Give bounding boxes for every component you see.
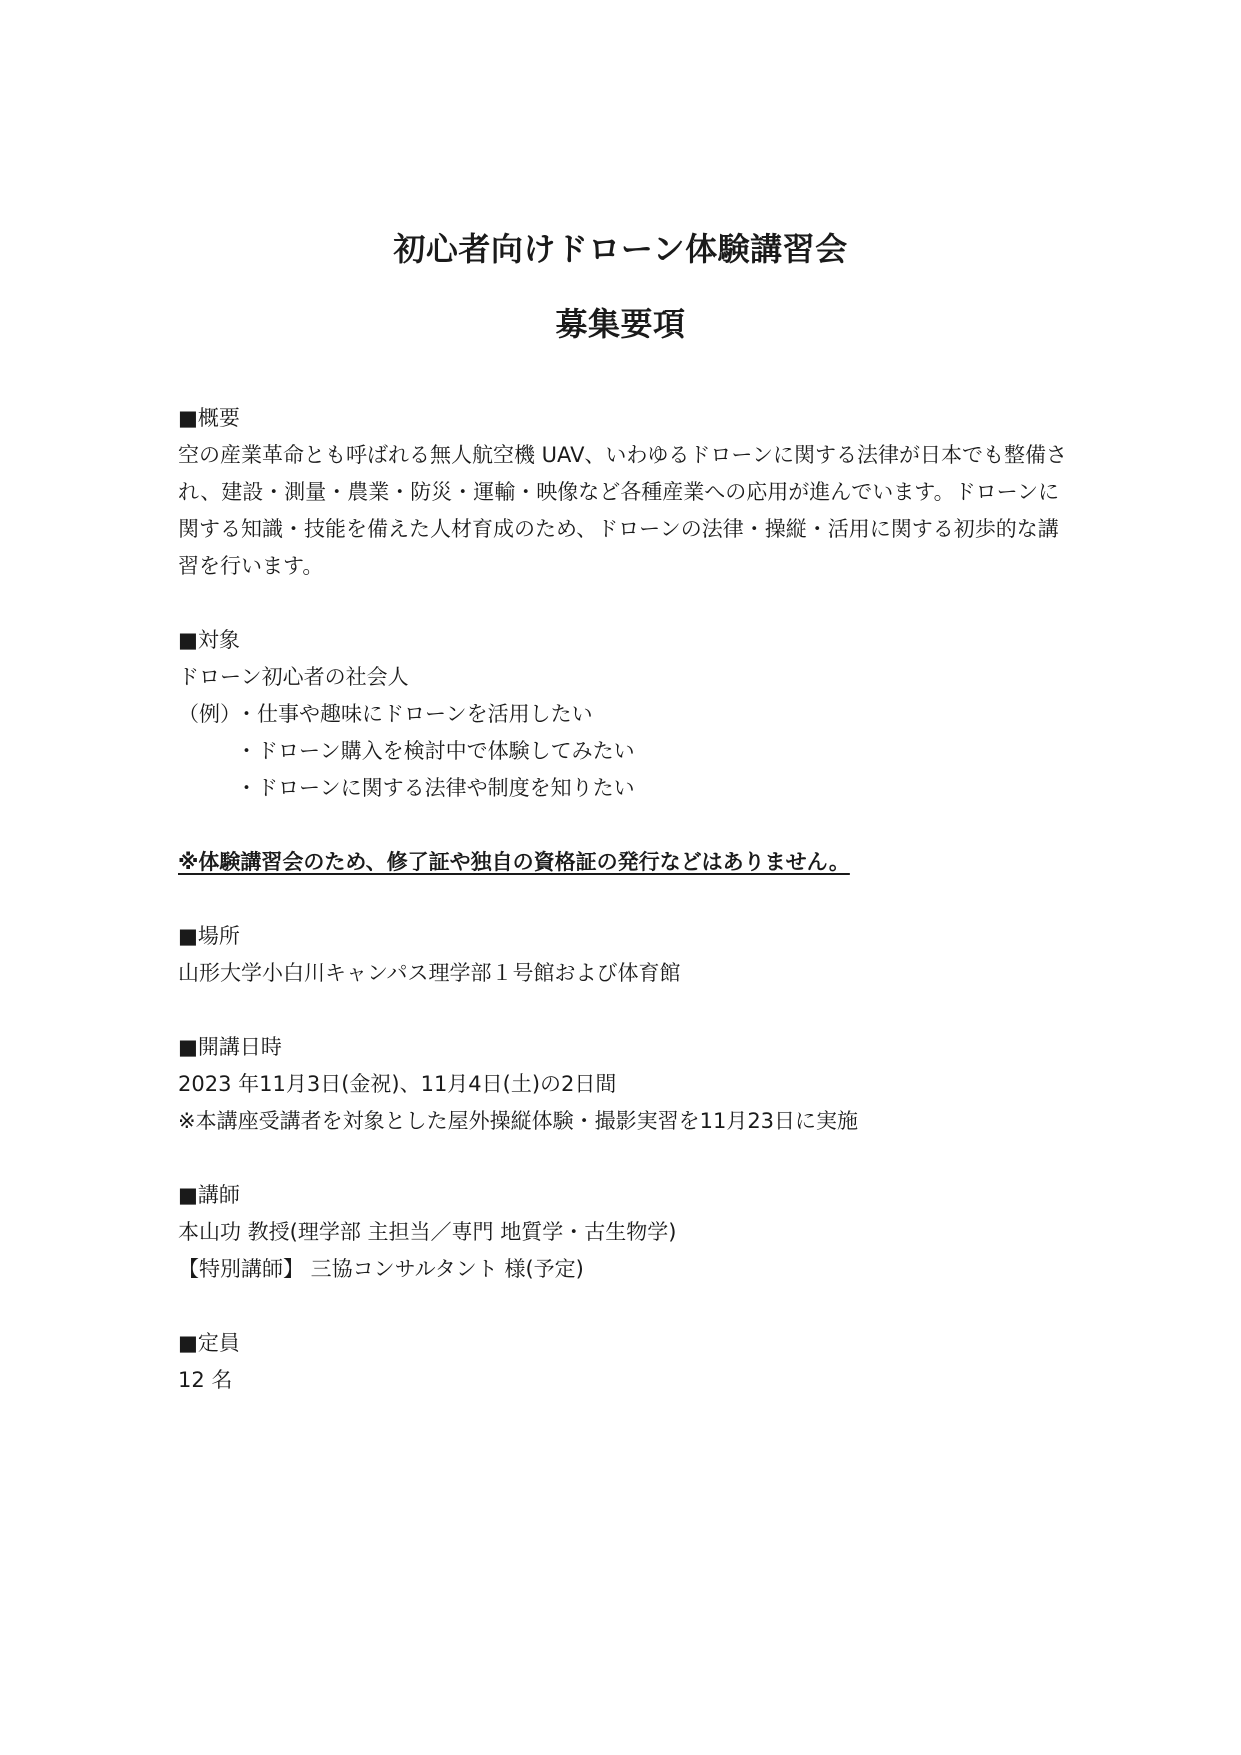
target-example-row [178, 696, 1073, 733]
certificate-notice: ※体験講習会のため、修了証や独自の資格証の発行などはありません。 [178, 850, 850, 874]
target-description: ドローン初心者の社会人 [178, 665, 409, 689]
capacity-text: 12 名 [178, 1368, 233, 1392]
capacity-section [178, 1325, 1073, 1399]
target-heading: ■対象 [178, 628, 240, 652]
main-instructor: 本山功 教授(理学部 主担当／専門 地質学・古生物学) [178, 1220, 677, 1244]
special-instructor: 【特別講師】 三協コンサルタント 様(予定) [178, 1257, 584, 1281]
target-section [178, 622, 1073, 807]
overview-heading: ■概要 [178, 406, 240, 430]
location-section [178, 918, 1073, 992]
schedule-dates: 2023 年11月3日(金祝)、11月4日(土)の2日間 [178, 1072, 617, 1096]
capacity-heading: ■定員 [178, 1331, 240, 1355]
document-subtitle: 募集要項 [555, 305, 686, 343]
example-prefix: （例） [178, 702, 241, 726]
overview-section [178, 400, 1073, 585]
schedule-section [178, 1029, 1073, 1140]
target-example-item: ・仕事や趣味にドローンを活用したい [236, 702, 593, 726]
target-example-row [178, 733, 1073, 770]
schedule-heading: ■開講日時 [178, 1035, 282, 1059]
target-example-item: ・ドローン購入を検討中で体験してみたい [236, 739, 635, 763]
schedule-note: ※本講座受講者を対象とした屋外操縦体験・撮影実習を11月23日に実施 [178, 1109, 859, 1133]
location-text: 山形大学小白川キャンパス理学部１号館および体育館 [178, 961, 681, 985]
overview-text: 空の産業革命とも呼ばれる無人航空機 UAV、いわゆるドローンに関する法律が日本でも整備され、建設・測量・農業・防災・運輸・映像など各種産業への応用が進んでいます。ドローンに関する知識・技能を備えた人材育成のため、ドローンの法律・操縦・活用に関する初歩的な講習を行います。 [178, 443, 1068, 578]
document-body [178, 400, 1073, 1399]
instructors-heading: ■講師 [178, 1183, 240, 1207]
instructors-section [178, 1177, 1073, 1288]
target-example-item: ・ドローンに関する法律や制度を知りたい [236, 776, 635, 800]
notice-section [178, 844, 1073, 881]
location-heading: ■場所 [178, 924, 240, 948]
document-title: 初心者向けドローン体験講習会 [393, 230, 848, 268]
target-example-row [178, 770, 1073, 807]
